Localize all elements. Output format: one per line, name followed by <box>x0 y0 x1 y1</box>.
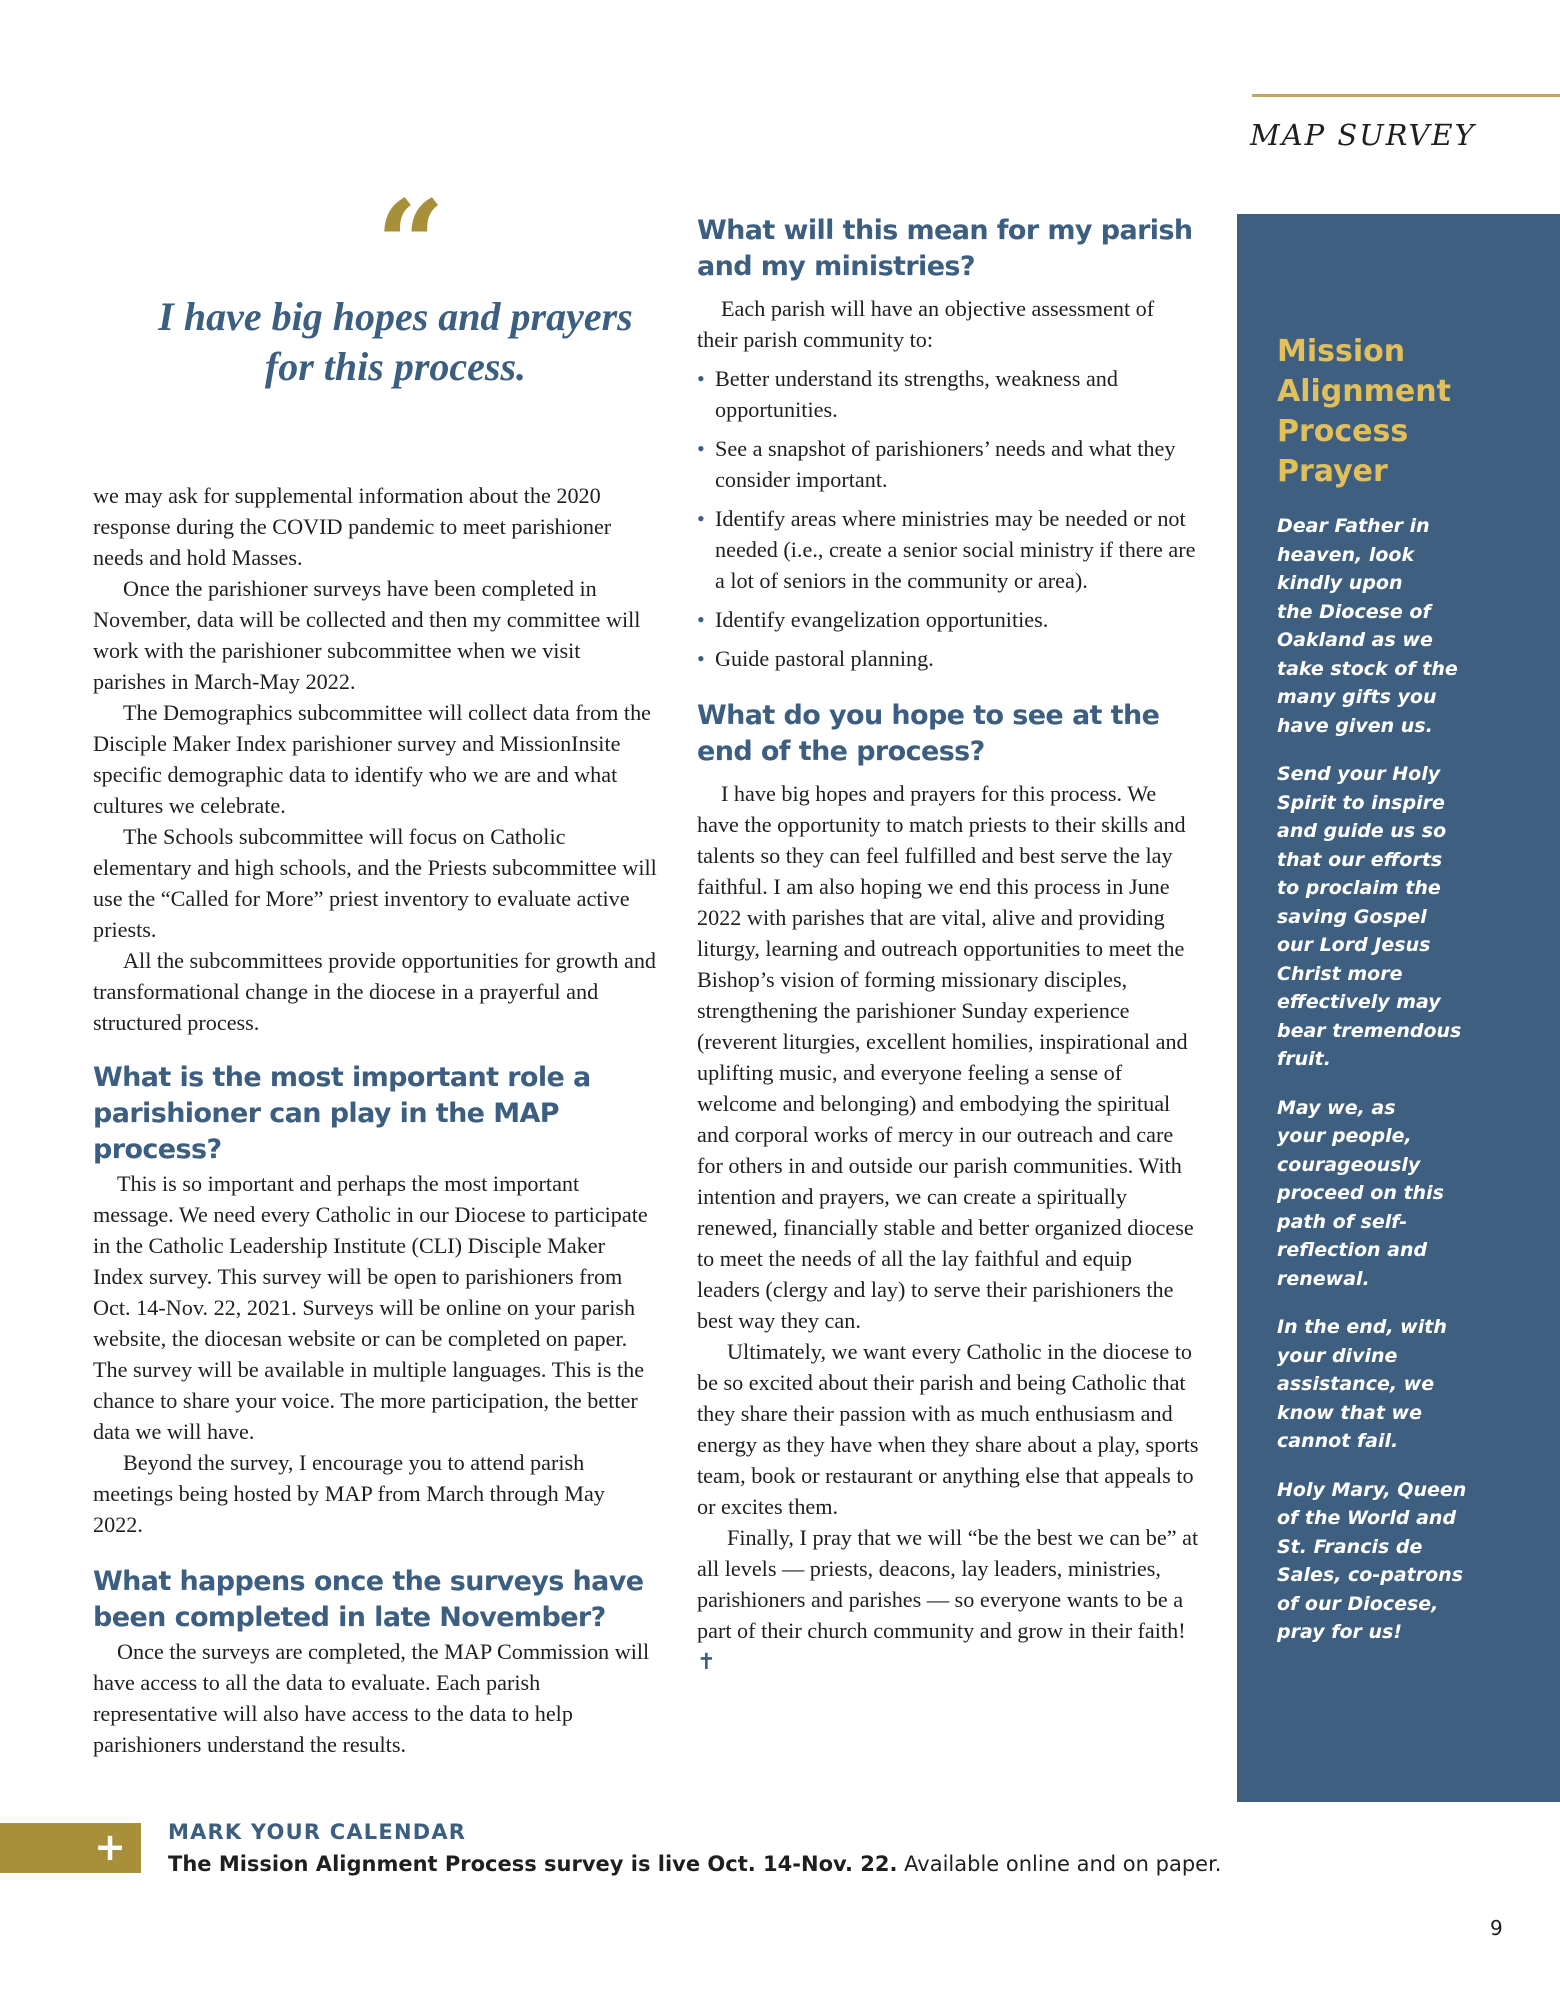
prayer-line: know that we <box>1277 1401 1422 1424</box>
prayer-line: path of self- <box>1277 1210 1408 1233</box>
body-paragraph: The Schools subcommittee will focus on Catholic elementary and high schools, and the Priests subcommittee will use the “Called for More” priest inventory to evaluate active priests. <box>93 824 657 942</box>
section-title: MAP SURVEY <box>1250 118 1476 152</box>
prayer-line: effectively may <box>1277 991 1441 1013</box>
list-item: • Guide pastoral planning. <box>697 643 1199 674</box>
prayer-line: Spirit to inspire <box>1277 791 1445 814</box>
prayer-line: many gifts you <box>1277 686 1437 708</box>
body-paragraph: Ultimately, we want every Catholic in the diocese to be so excited about their parish and being Catholic that they share their passion with as much enthusiasm and energy as they have when they share about a play, sports team, book or restaurant or anything else that appeals to or excites them. <box>697 1339 1199 1519</box>
body-paragraph: I have big hopes and prayers for this process. We have the opportunity to match priests to their skills and talents so they can feel fulfilled and best serve the lay faithful. I am also hoping we end this process in June 2022 with parishes that are vital, alive and providing liturgy, learning and outreach opportunities to meet the Bishop’s vision of forming missionary disciples, strengthening the parishioner Sunday experience (reverent liturgies, excellent homilies, inspirational and uplifting music, and everyone feeling a sense of welcome and belonging) and embodying the spiritual and corporal works of mercy in our outreach and care for others in and outside our parish communities. With intention and prayers, we can create a spiritually renewed, financially stable and better organized diocese to meet the needs of all the lay faithful and equip leaders (clergy and lay) to serve their parishioners the best way they can. <box>697 781 1194 1333</box>
body-paragraph: Beyond the survey, I encourage you to attend parish meetings being hosted by MAP from March through May 2022. <box>93 1450 605 1537</box>
prayer-line: that our efforts <box>1277 848 1443 871</box>
quote-mark-icon: “ <box>375 174 446 315</box>
prayer-line: Oakland as we <box>1277 629 1433 651</box>
body-paragraph: we may ask for supplemental information about the 2020 response during the COVID pandemic to meet parishioner needs and hold Masses. <box>93 483 612 570</box>
heading-parish-meaning: What will this mean for my parish and my ministries? <box>697 215 1193 282</box>
header-rule <box>1252 94 1560 97</box>
prayer-line: saving Gospel <box>1277 905 1427 928</box>
prayer-line: cannot fail. <box>1277 1430 1399 1452</box>
prayer-title <box>1277 332 1532 492</box>
prayer-line: your people, <box>1277 1125 1412 1147</box>
closing-paragraph <box>697 1522 1199 1678</box>
list-item: • Identify evangelization opportunities. <box>697 604 1199 635</box>
prayer-line: our Lord Jesus <box>1277 934 1431 956</box>
prayer-sidebar <box>1237 214 1560 1802</box>
page-number: 9 <box>1490 1916 1503 1940</box>
prayer-line: In the end, with <box>1277 1316 1447 1338</box>
prayer-line: your divine <box>1277 1344 1398 1367</box>
prayer-line: reflection and <box>1277 1239 1428 1261</box>
calendar-bold-text: The Mission Alignment Process survey is live Oct. 14-Nov. 22. <box>168 1852 898 1876</box>
prayer-title-line: Process <box>1277 414 1409 449</box>
prayer-line: pray for us! <box>1277 1621 1403 1643</box>
pull-quote-line: I have big hopes and prayers <box>158 294 633 339</box>
heading-parishioner-role: What is the most important role a parishioner can play in the MAP process? <box>93 1062 591 1165</box>
prayer-paragraph <box>1277 1094 1532 1294</box>
prayer-line: of the World and <box>1277 1507 1457 1529</box>
prayer-line: take stock of the <box>1277 657 1458 680</box>
heading-surveys-completed: What happens once the surveys have been completed in late November? <box>93 1566 644 1633</box>
list-item: • See a snapshot of parishioners’ needs and what they consider important. <box>697 433 1199 495</box>
prayer-line: proceed on this <box>1277 1182 1444 1204</box>
body-paragraph: The Demographics subcommittee will collect data from the Disciple Maker Index parishioner survey and MissionInsite specific demographic data to identify who we are and what cultures we celebrate. <box>93 700 652 818</box>
pull-quote <box>133 292 658 392</box>
prayer-line: heaven, look <box>1277 543 1415 566</box>
body-paragraph: Each parish will have an objective assessment of their parish community to: <box>697 296 1155 352</box>
prayer-line: the Diocese of <box>1277 600 1431 623</box>
prayer-line: of our Diocese, <box>1277 1592 1439 1615</box>
body-paragraph: All the subcommittees provide opportunities for growth and transformational change in the diocese in a prayerful and structured process. <box>93 948 657 1035</box>
prayer-line: Holy Mary, Queen <box>1277 1478 1467 1501</box>
pull-quote-line: for this process. <box>264 344 527 389</box>
prayer-line: and guide us so <box>1277 820 1447 842</box>
cross-icon: ✝ <box>697 1649 716 1675</box>
calendar-heading: MARK YOUR CALENDAR <box>168 1820 467 1844</box>
closing-text: Finally, I pray that we will “be the best we can be” at all levels — priests, deacons, lay leaders, ministries, parishioners and parishes — so everyone wants to be a part of their church community and grow in their faith! <box>697 1525 1199 1643</box>
calendar-detail-text: Available online and on paper. <box>904 1852 1222 1876</box>
prayer-line: St. Francis de <box>1277 1535 1423 1558</box>
prayer-paragraph <box>1277 512 1532 740</box>
calendar-text <box>168 1852 1221 1876</box>
left-column <box>93 174 658 1760</box>
prayer-line: Christ more <box>1277 962 1403 985</box>
list-item: • Identify areas where ministries may be needed or not needed (i.e., create a senior social ministry if there are a lot of seniors in the community or area). <box>697 503 1199 596</box>
middle-column <box>697 213 1199 1678</box>
prayer-paragraph <box>1277 1476 1532 1647</box>
body-paragraph: Once the surveys are completed, the MAP Commission will have access to all the data to evaluate. Each parish representative will also have access to the data to help parishioners understand the results. <box>93 1639 650 1757</box>
body-paragraph: This is so important and perhaps the most important message. We need every Catholic in our Diocese to participate in the Catholic Leadership Institute (CLI) Disciple Maker Index survey. This survey will be open to parishioners from Oct. 14-Nov. 22, 2021. Surveys will be online on your parish website, the diocesan website or can be completed on paper. The survey will be available in multiple languages. This is the chance to share your voice. The more participation, the better data we will have. <box>93 1171 648 1444</box>
prayer-line: have given us. <box>1277 714 1433 737</box>
list-item: • Better understand its strengths, weakness and opportunities. <box>697 363 1199 425</box>
prayer-line: courageously <box>1277 1153 1421 1176</box>
prayer-line: Sales, co-patrons <box>1277 1564 1464 1586</box>
prayer-line: kindly upon <box>1277 572 1403 594</box>
body-paragraph: Once the parishioner surveys have been completed in November, data will be collected and then my committee will work with the parishioner subcommittee when we visit parishes in March-May 2022. <box>93 576 641 694</box>
plus-icon: + <box>94 1825 126 1869</box>
assessment-list <box>697 363 1199 674</box>
prayer-line: May we, as <box>1277 1096 1396 1119</box>
prayer-line: Dear Father in <box>1277 515 1430 537</box>
prayer-paragraph <box>1277 760 1532 1074</box>
prayer-line: fruit. <box>1277 1048 1331 1070</box>
prayer-title-line: Mission <box>1277 334 1406 369</box>
prayer-title-line: Prayer <box>1277 454 1388 489</box>
prayer-line: to proclaim the <box>1277 877 1441 899</box>
prayer-line: bear tremendous <box>1277 1019 1462 1042</box>
prayer-line: Send your Holy <box>1277 763 1441 785</box>
prayer-title-line: Alignment <box>1277 374 1451 409</box>
prayer-line: renewal. <box>1277 1267 1370 1290</box>
prayer-paragraph <box>1277 1313 1532 1456</box>
prayer-line: assistance, we <box>1277 1373 1435 1395</box>
heading-hope: What do you hope to see at the end of the process? <box>697 700 1160 767</box>
